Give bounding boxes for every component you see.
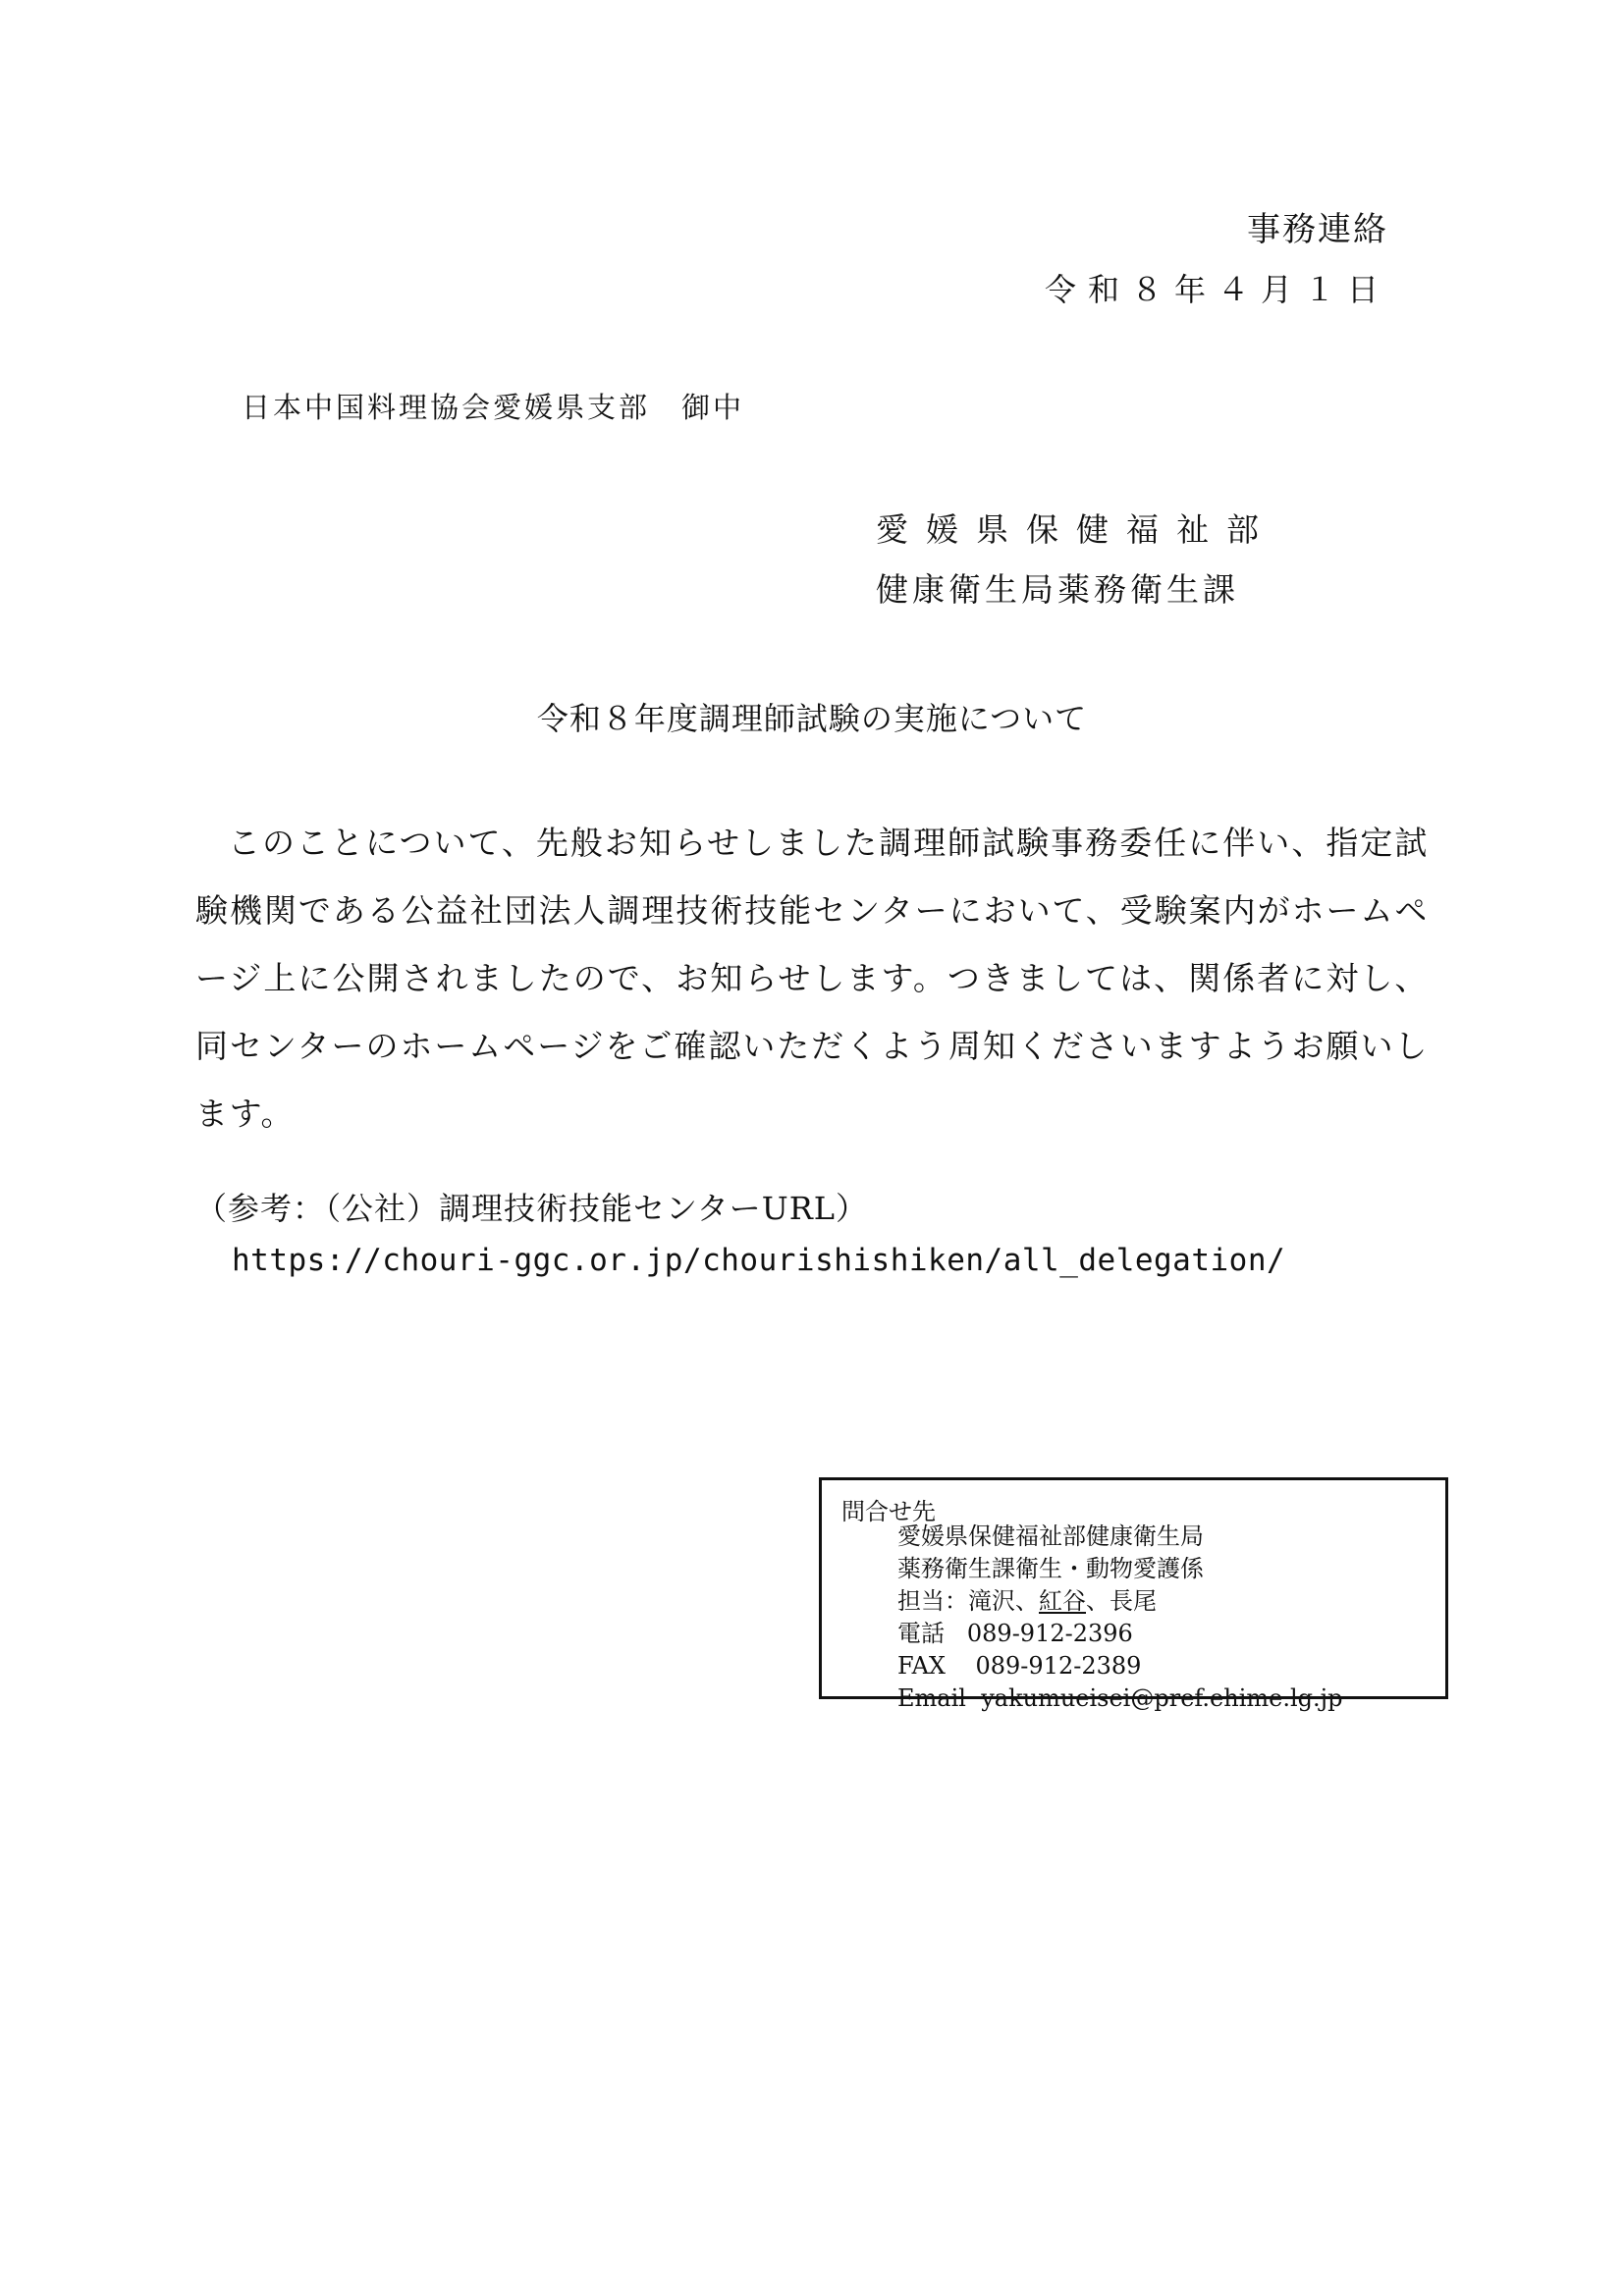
recipient: 日本中国料理協会愛媛県支部 御中 bbox=[242, 391, 745, 424]
reference-url[interactable]: https://chouri-ggc.or.jp/chourishishiken/all_delegation/ bbox=[232, 1243, 1286, 1278]
contact-details bbox=[897, 1521, 1342, 1715]
contact-title: 問合せ先 bbox=[841, 1498, 936, 1525]
document-subject: 令和８年度調理師試験の実施について bbox=[536, 700, 1088, 737]
contact-fax-label: FAX bbox=[897, 1652, 946, 1680]
contact-email bbox=[897, 1682, 1342, 1715]
contact-dept-2: 薬務衛生課衛生・動物愛護係 bbox=[897, 1555, 1204, 1582]
contact-staff-underlined: 紅谷 bbox=[1039, 1587, 1086, 1615]
document-type: 事務連絡 bbox=[1247, 210, 1388, 249]
reference-label: （参考：（公社）調理技術技能センターURL） bbox=[195, 1190, 869, 1227]
contact-tel-label: 電話 bbox=[897, 1620, 945, 1647]
document-date: 令和８年４月１日 bbox=[1044, 271, 1390, 308]
contact-email-address[interactable]: yakumueisei@pref.ehime.lg.jp bbox=[981, 1684, 1343, 1712]
contact-tel-number: 089-912-2396 bbox=[966, 1620, 1133, 1647]
contact-box bbox=[819, 1477, 1448, 1712]
contact-staff-suffix: 、長尾 bbox=[1086, 1587, 1157, 1615]
contact-email-label: Email bbox=[897, 1684, 966, 1712]
contact-fax bbox=[897, 1650, 1342, 1682]
sender-department: 愛媛県保健福祉部 bbox=[876, 510, 1276, 549]
contact-staff bbox=[897, 1585, 1342, 1618]
body-paragraph: このことについて、先般お知らせしました調理師試験事務委任に伴い、指定試験機関である公益社団法人調理技術技能センターにおいて、受験案内がホームページ上に公開されましたので、お知らせします。つきましては、関係者に対し、同センターのホームページをご確認いただくよう周知くださいますようお願いします。 bbox=[195, 824, 1429, 1133]
contact-staff-prefix: 担当：滝沢、 bbox=[897, 1587, 1039, 1615]
contact-fax-number: 089-912-2389 bbox=[975, 1652, 1142, 1680]
sender-section: 健康衛生局薬務衛生課 bbox=[876, 570, 1239, 609]
contact-tel bbox=[897, 1618, 1342, 1650]
contact-dept-1: 愛媛県保健福祉部健康衛生局 bbox=[897, 1522, 1204, 1550]
